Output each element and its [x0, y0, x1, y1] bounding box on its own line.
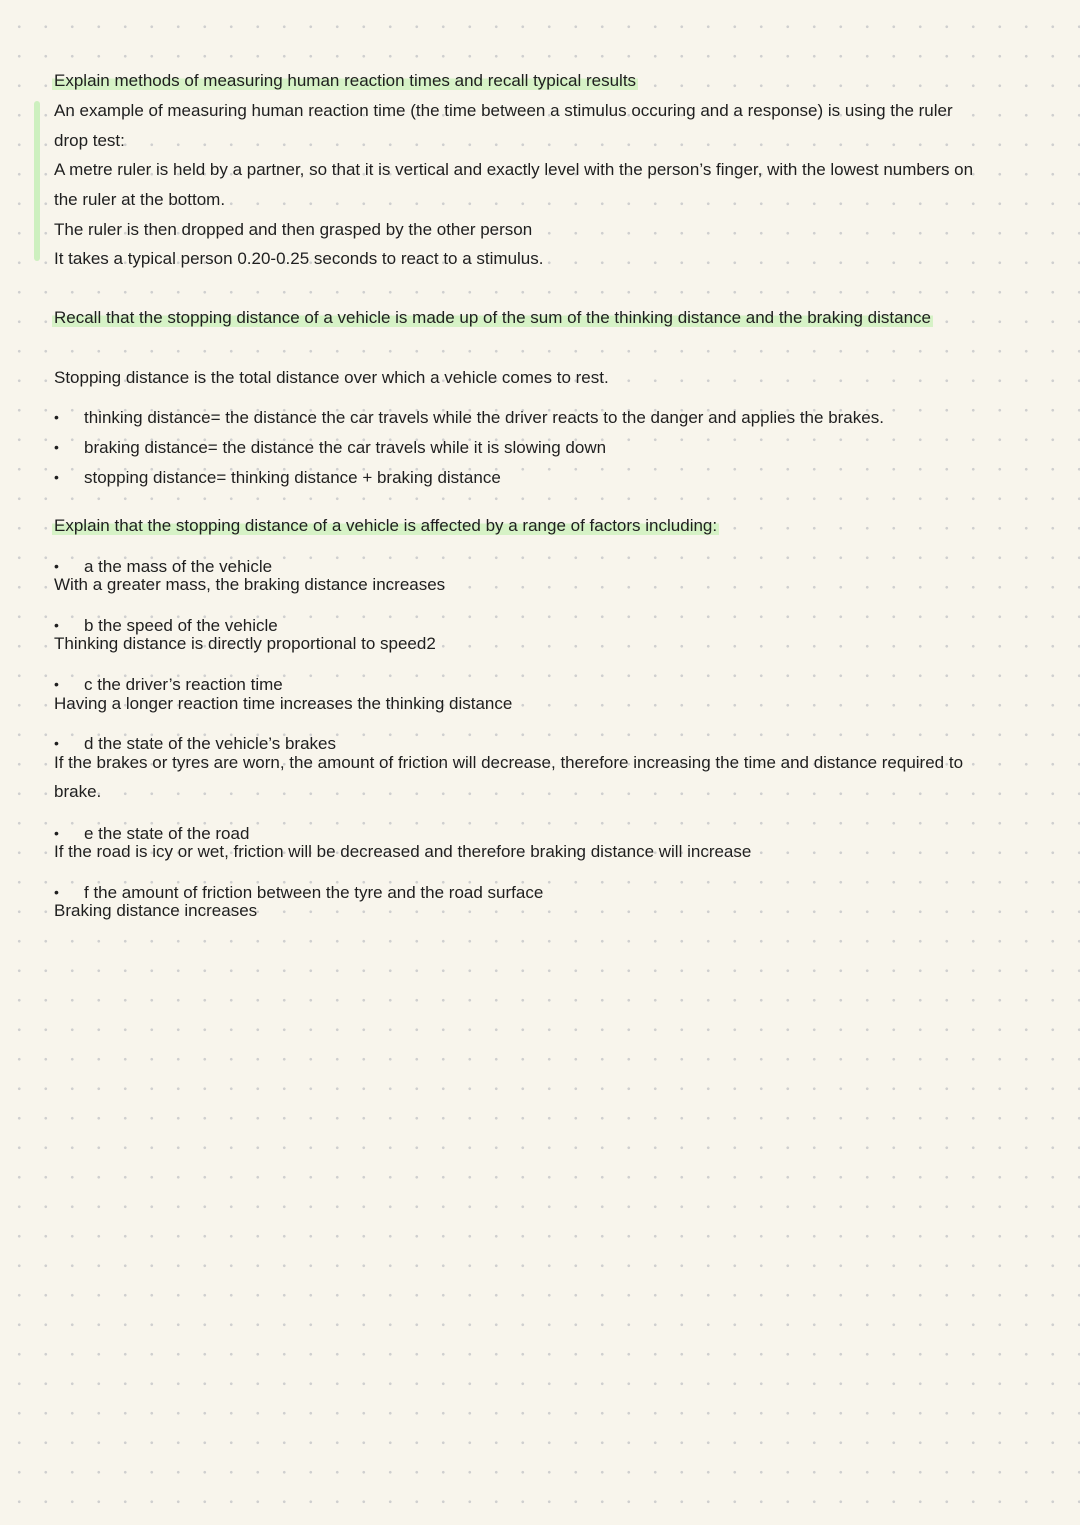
factor-label — [54, 615, 278, 636]
bullet-icon: • — [54, 676, 59, 692]
factor-explanation: With a greater mass, the braking distance increases — [54, 575, 446, 594]
section2-heading-text: Recall that the stopping distance of a vehicle is made up of the sum of the thinking distance and the braking distance — [54, 308, 931, 327]
section1-line: It takes a typical person 0.20-0.25 seconds to react to a stimulus. — [54, 249, 544, 268]
bullet-icon: • — [54, 825, 59, 841]
section1-line: An example of measuring human reaction time (the time between a stimulus occuring and a response) is using the ruler — [54, 101, 953, 120]
section1-line: A metre ruler is held by a partner, so that it is vertical and exactly level with the person’s finger, with the lowest numbers on — [54, 160, 974, 179]
section1-line: drop test: — [54, 131, 125, 150]
factor-label-text: f the amount of friction between the tyre and the road surface — [84, 883, 544, 902]
factor-explanation: brake. — [54, 782, 102, 801]
factor-label-text: a the mass of the vehicle — [84, 557, 273, 576]
factor-explanation: If the brakes or tyres are worn, the amount of friction will decrease, therefore increasing the time and distance required to — [54, 753, 964, 772]
section3-heading — [54, 516, 719, 536]
bullet-icon: • — [54, 439, 59, 455]
bullet-icon: • — [54, 617, 59, 633]
section2-heading — [54, 308, 933, 328]
definition-list-item — [54, 407, 884, 428]
factor-label-text: b the speed of the vehicle — [84, 616, 278, 635]
factor-label-text: d the state of the vehicle’s brakes — [84, 734, 337, 753]
definition-list-item — [54, 467, 501, 488]
bullet-icon: • — [54, 558, 59, 574]
section2-intro: Stopping distance is the total distance over which a vehicle comes to rest. — [54, 368, 609, 387]
bullet-icon: • — [54, 735, 59, 751]
section1-line: the ruler at the bottom. — [54, 190, 226, 209]
bullet-icon: • — [54, 409, 59, 425]
section3-heading-text: Explain that the stopping distance of a vehicle is affected by a range of factors including: — [54, 516, 718, 535]
definition-text: braking distance= the distance the car travels while it is slowing down — [84, 438, 607, 457]
section1-heading-text: Explain methods of measuring human reaction times and recall typical results — [54, 71, 637, 90]
factor-label — [54, 823, 249, 844]
section1-line: The ruler is then dropped and then grasped by the other person — [54, 220, 533, 239]
definition-list-item — [54, 437, 606, 458]
bullet-icon: • — [54, 469, 59, 485]
factor-label — [54, 674, 283, 695]
factor-explanation: Thinking distance is directly proportional to speed2 — [54, 634, 436, 653]
factor-label — [54, 733, 336, 754]
bullet-icon: • — [54, 884, 59, 900]
factor-label — [54, 556, 272, 577]
factor-explanation: Braking distance increases — [54, 901, 258, 920]
section-accent-bar — [34, 101, 40, 261]
factor-explanation: Having a longer reaction time increases the thinking distance — [54, 694, 513, 713]
factor-explanation: If the road is icy or wet, friction will be decreased and therefore braking distance will increase — [54, 842, 752, 861]
factor-label-text: e the state of the road — [84, 824, 250, 843]
definition-text: thinking distance= the distance the car travels while the driver reacts to the danger and applies the brakes. — [84, 408, 884, 427]
definition-text: stopping distance= thinking distance + braking distance — [84, 468, 501, 487]
factor-label — [54, 882, 543, 903]
factor-label-text: c the driver’s reaction time — [84, 675, 283, 694]
section1-heading — [54, 71, 638, 91]
